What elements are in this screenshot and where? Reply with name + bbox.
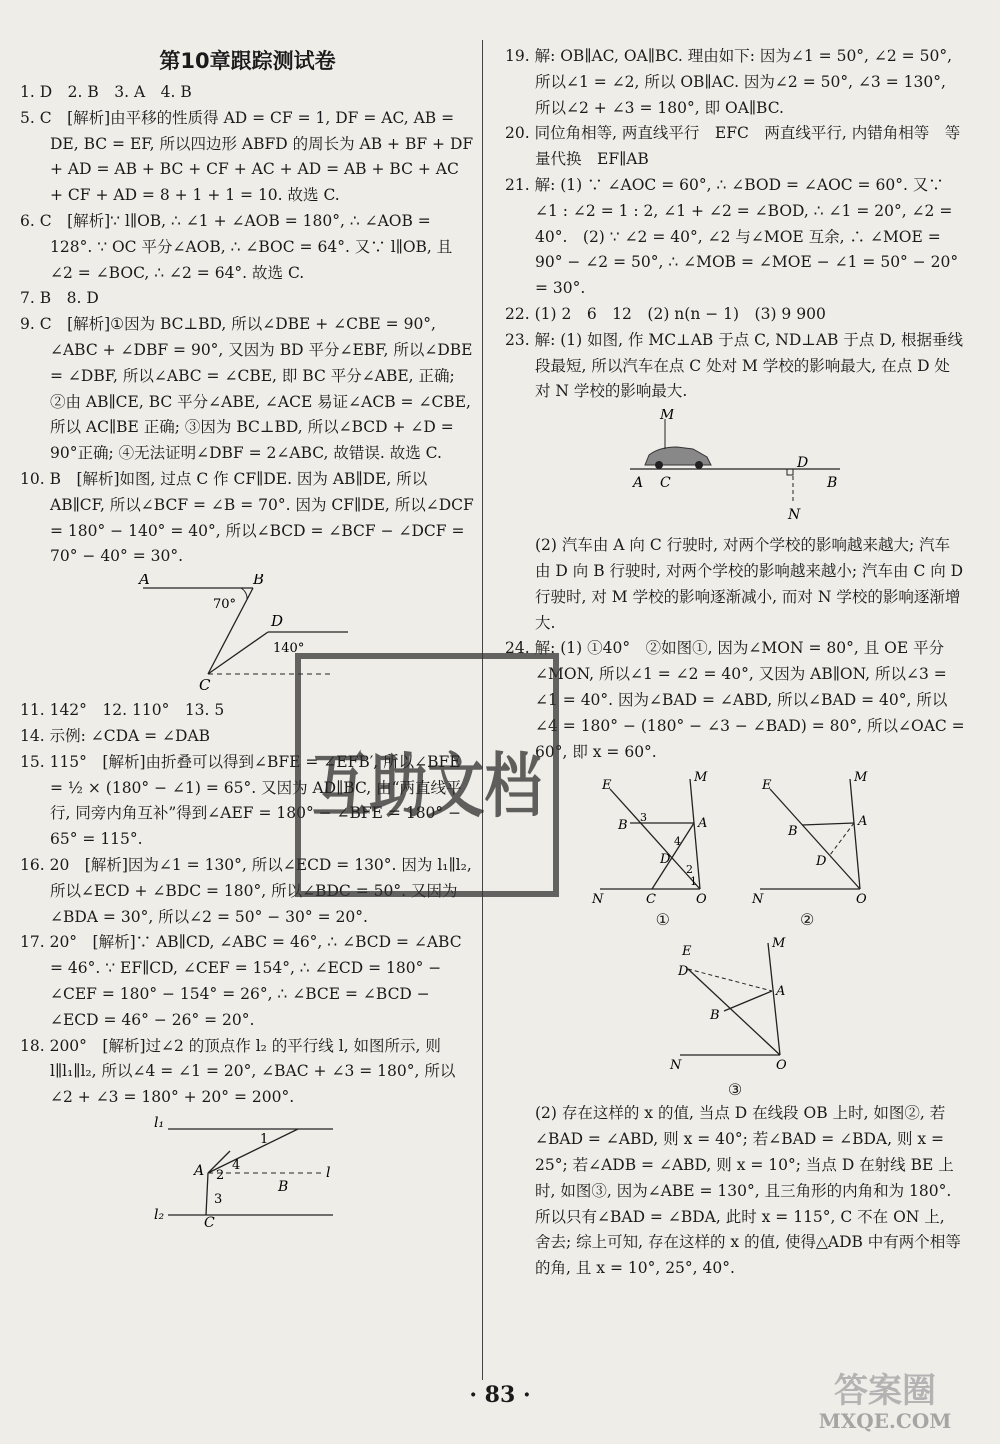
figure-q18 — [148, 1115, 348, 1227]
figure-q23 — [615, 409, 855, 529]
fig24-2-label-O: O — [856, 892, 867, 908]
fig10-label-B: B — [252, 574, 264, 589]
fig18-label-B: B — [277, 1178, 288, 1195]
fig18-label-l1: l₁ — [153, 1114, 164, 1131]
fig24-3-label-A: A — [776, 984, 786, 1000]
answer-line: 20. 同位角相等, 两直线平行 EFC 两直线平行, 内错角相等 等量代换 EF∥AB — [505, 124, 961, 169]
fig24-2-label-B: B — [788, 824, 798, 840]
fig24-1-angle-2: 2 — [686, 863, 693, 877]
answer-line: 21. 解: (1) ∵ ∠AOC = 60°, ∴ ∠BOD = ∠AOC = 60°. 又∵ ∠1 : ∠2 = 1 : 2, ∠1 + ∠2 = ∠BOD, ∴ ∠1 = 20°, ∠2 = 40°. (2) ∵ ∠2 = 40°, ∠2 与∠MOE 互余, ∴ ∠MOE = 90° − ∠2 = 50°, ∴ ∠MOB = ∠MOE − ∠1 = 50° − 20° = 30°. — [505, 175, 959, 298]
fig10-angle-70: 70° — [212, 597, 236, 613]
answer-line: 19. 解: OB∥AC, OA∥BC. 理由如下: 因为∠1 = 50°, ∠2 = 50°, 所以∠1 = ∠2, 所以 OB∥AC. 因为∠2 = 50°, ∠3 = 130°, 所以∠2 + ∠3 = 180°, 即 OA∥BC. — [505, 47, 952, 117]
car-icon — [645, 447, 711, 469]
answer-line: 7. B 8. D — [20, 289, 99, 308]
answer-line: 11. 142° 12. 110° 13. 5 — [20, 701, 225, 720]
fig24-1-label-C: C — [646, 892, 656, 908]
answer-line: 23. 解: (1) 如图, 作 MC⊥AB 于点 C, ND⊥AB 于点 D, 根据垂线段最短, 所以汽车在点 C 处对 M 学校的影响最大, 在点 D 处对 N 学校的影响最大. — [505, 330, 964, 401]
figure-q24-2 — [750, 769, 880, 909]
fig24-3-label-B: B — [710, 1008, 720, 1024]
fig23-label-C: C — [660, 475, 671, 492]
figures-q24-row — [505, 769, 965, 909]
answers-1-10 — [20, 80, 475, 570]
fig23-label-M: M — [660, 409, 675, 424]
figure-q24-1 — [590, 769, 720, 909]
answer-line: 14. 示例: ∠CDA = ∠DAB — [20, 726, 211, 745]
fig24-1-angle-1: 1 — [690, 875, 697, 889]
answer-line: 9. C [解析]①因为 BC⊥BD, 所以∠DBE + ∠CBE = 90°, ∠ABC + ∠DBF = 90°, 又因为 BD 平分∠EBF, 所以∠DBE = ∠DBF, 所以∠ABC = ∠CBE, 即 BC 平分∠ABE, 正确; ②由 AB∥CE, BC 平分∠ABE, ∠ACE 易证∠ACB = ∠CBE, 所以 AC∥BE 正确; ③因为 BC⊥BD, 所以∠BCD + ∠D = 90°正确; ④无法证明∠DBF = 2∠ABC, 故错误. 故选 C. — [20, 315, 473, 463]
watermark-line2: MXQE.COM — [818, 1409, 952, 1433]
fig23-label-N: N — [788, 507, 801, 524]
fig18-label-A: A — [193, 1162, 204, 1179]
answer-line: 1. D 2. B 3. A 4. B — [20, 83, 192, 101]
fig24-1-label-O: O — [696, 892, 707, 908]
caption-fig-2: ② — [800, 910, 815, 930]
figures-q24-captions — [505, 909, 965, 931]
fig18-label-l: l — [325, 1164, 330, 1181]
stamp-text: 互助文档 — [312, 744, 542, 827]
caption-fig-1: ① — [655, 910, 670, 930]
fig24-1-label-M: M — [694, 770, 708, 786]
answer-line: 5. C [解析]由平移的性质得 AD = CF = 1, DF = AC, AB = DE, BC = EF, 所以四边形 ABFD 的周长为 AB + BF + DF + AD = AB + BC + CF + AC + AD = AB + BC + AC + CF + AD = 8 + 1 + 1 = 10. 故选 C. — [20, 108, 474, 205]
fig24-1-label-N: N — [592, 892, 604, 908]
site-watermark — [790, 1364, 980, 1434]
answer-line: 24. 解: (1) ①40° ②如图①, 因为∠MON = 80°, 且 OE 平分∠MON, 所以∠1 = ∠2 = 40°, 又因为 AB∥ON, 所以∠3 = ∠1 = 40°. 因为∠BAD = ∠ABD, 所以∠BAD = 40°, 所以∠4 = 180° − (180° − ∠3 − ∠BAD) = 80°, 所以∠OAC = 60°, 即 x = 60°. — [505, 639, 965, 761]
fig10-label-A: A — [138, 574, 150, 589]
fig10-angle-140: 140° — [272, 641, 304, 657]
fig24-3-label-O: O — [776, 1058, 787, 1074]
fig24-2-label-E: E — [762, 778, 772, 794]
fig10-label-D: D — [270, 612, 283, 631]
fig24-1-label-E: E — [602, 778, 612, 794]
answer-line: 22. (1) 2 6 12 (2) n(n − 1) (3) 9 900 — [505, 304, 826, 323]
fig18-angle-4: 4 — [231, 1157, 240, 1173]
fig24-1-angle-4: 4 — [674, 835, 681, 849]
fig23-label-B: B — [827, 475, 838, 492]
caption-fig-3: ③ — [727, 1080, 743, 1100]
right-column — [505, 44, 965, 1282]
answers-19-23 — [505, 44, 965, 405]
fig24-3-label-M: M — [772, 936, 786, 952]
answer-line: 18. 200° [解析]过∠2 的顶点作 l₂ 的平行线 l, 如图所示, 则 l∥l₁∥l₂, 所以∠4 = ∠1 = 20°, ∠BAC + ∠3 = 180°, 所以∠2 + ∠3 = 180° + 20° = 200°. — [20, 1036, 456, 1107]
fig18-angle-1: 1 — [259, 1131, 268, 1147]
fig18-label-C: C — [203, 1214, 215, 1227]
fig24-2-label-N: N — [752, 892, 764, 908]
fig24-1-angle-3: 3 — [640, 811, 647, 825]
answer-line: 10. B [解析]如图, 过点 C 作 CF∥DE. 因为 AB∥DE, 所以 AB∥CF, 所以∠BCF = ∠B = 70°. 因为 CF∥DE, 所以∠DCF = 180° − 140° = 40°, 所以∠BCD = ∠BCF − ∠DCF = 70° − 40° = 30°. — [20, 469, 474, 566]
fig24-2-label-M: M — [854, 770, 868, 786]
fig10-label-C: C — [198, 676, 210, 695]
fig24-1-label-D: D — [660, 852, 671, 868]
fig24-3-label-E: E — [682, 944, 692, 960]
fig24-3-label-D: D — [678, 964, 689, 980]
answers-23b-24a — [505, 533, 965, 765]
stamp-watermark — [292, 650, 562, 900]
answer-line: (2) 汽车由 A 向 C 行驶时, 对两个学校的影响越来越大; 汽车由 D 向 B 行驶时, 对两个学校的影响越来越小; 汽车由 C 向 D 行驶时, 对 M 学校的影响逐渐减小, 而对 N 学校的影响逐渐增大. — [535, 536, 964, 632]
answers-24b — [505, 1101, 965, 1282]
fig24-1-label-A: A — [698, 816, 708, 832]
answer-line: 16. 20 [解析]因为∠1 = 130°, 所以∠ECD = 130°. 因为 l₁∥l₂, 所以∠ECD + ∠BDC = 180°, 所以∠BDC = 50°. 又因为∠BDA = 30°, 所以∠2 = 50° − 30° = 20°. — [20, 855, 472, 926]
fig24-3-label-N: N — [670, 1058, 682, 1074]
figure-q24-3 — [660, 935, 810, 1075]
answer-line: 17. 20° [解析]∵ AB∥CD, ∠ABC = 46°, ∴ ∠BCD = ∠ABC = 46°. ∵ EF∥CD, ∠CEF = 154°, ∴ ∠ECD = 180° − ∠CEF = 180° − 154° = 26°, ∴ ∠BCE = ∠BCD − ∠ECD = 46° − 26° = 20°. — [20, 933, 462, 1029]
fig24-1-label-B: B — [618, 818, 628, 834]
fig24-2-label-A: A — [858, 814, 868, 830]
fig23-label-D: D — [797, 455, 809, 472]
fig18-angle-3: 3 — [213, 1191, 222, 1207]
page-number: · 83 · — [469, 1382, 531, 1408]
fig23-label-A: A — [633, 475, 644, 492]
left-column — [20, 44, 475, 1231]
answer-line: (2) 存在这样的 x 的值, 当点 D 在线段 OB 上时, 如图②, 若∠BAD = ∠ABD, 则 x = 40°; 若∠BAD = ∠BDA, 则 x = 25°; 若∠ADB = ∠ABD, 则 x = 10°; 当点 D 在射线 BE 上时, 如图③, 因为∠ABE = 130°, 且三角形的内角和为 180°. 所以只有∠BAD = ∠BDA, 此时 x = 115°, C 不在 ON 上, 舍去; 综上可知, 存在这样的 x 的值, 使得△ADB 中有两个相等的角, 且 x = 10°, 25°, 40°. — [535, 1104, 961, 1278]
fig18-label-l2: l₂ — [153, 1206, 164, 1223]
fig24-2-label-D: D — [816, 854, 827, 870]
fig18-angle-2: 2 — [215, 1167, 224, 1183]
answer-line: 15. 115° [解析]由折叠可以得到∠BFE = ∠EFB′, 所以∠BFE = ½ × (180° − ∠1) = 65°. 又因为 AD∥BC, 由“两直线平行, 同旁内角互补”得到∠AEF = 180° − ∠BFE = 180° − 65° = 115°. — [20, 752, 462, 849]
page-title: 第10章跟踪测试卷 — [159, 49, 336, 73]
watermark-line1: 答案圈 — [834, 1371, 936, 1411]
answer-line: 6. C [解析]∵ l∥OB, ∴ ∠1 + ∠AOB = 180°, ∴ ∠AOB = 128°. ∵ OC 平分∠AOB, ∴ ∠BOC = 64°. 又∵ l∥OB, 且∠2 = ∠BOC, ∴ ∠2 = 64°. 故选 C. — [20, 211, 453, 282]
